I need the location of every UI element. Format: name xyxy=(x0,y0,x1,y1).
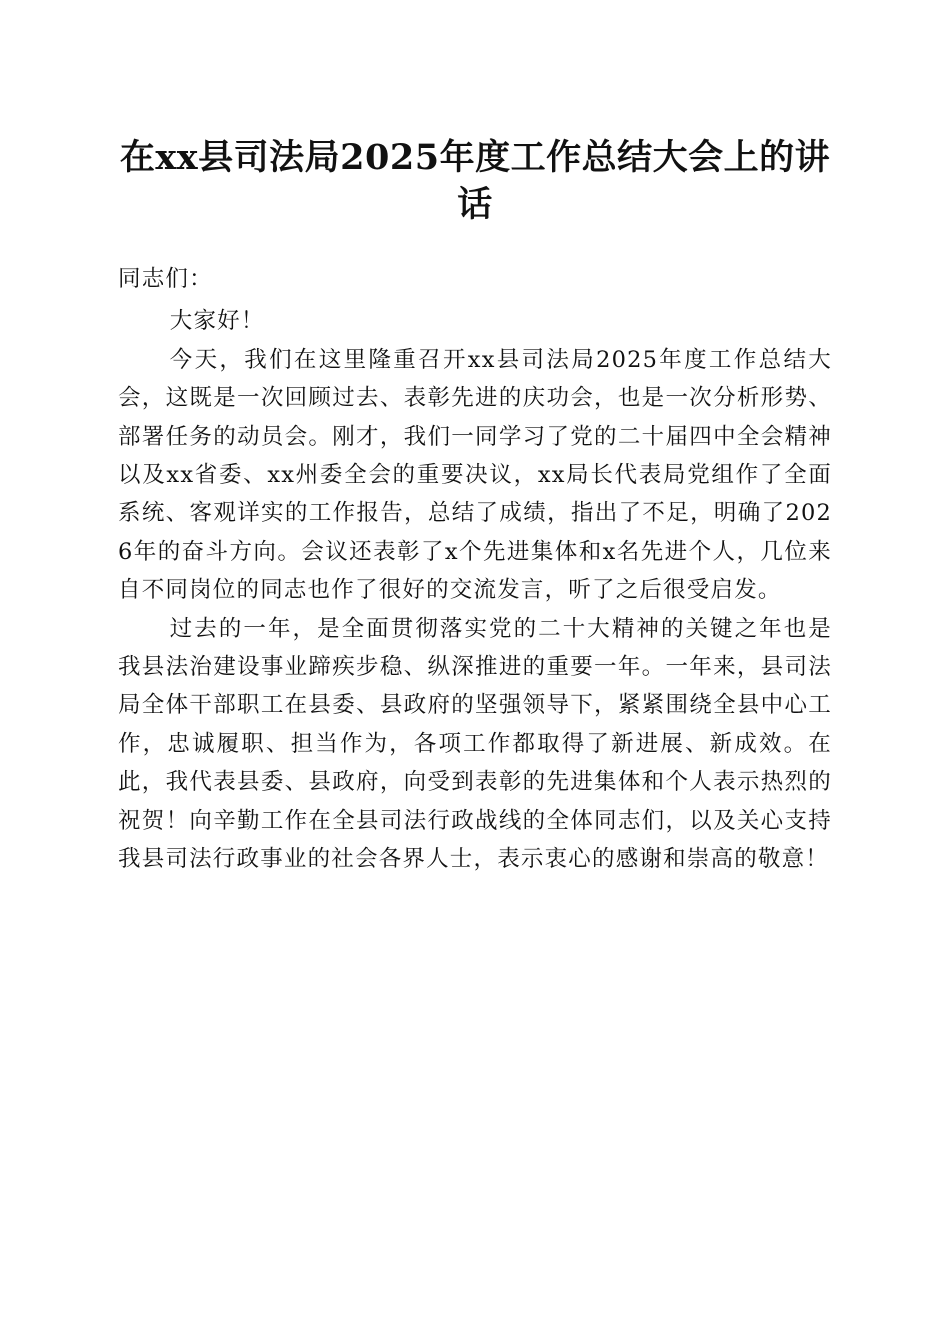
document-body xyxy=(118,260,832,879)
paragraph-greeting: 大家好！ xyxy=(169,308,265,335)
paragraph-opening: 今天，我们在这里隆重召开xx县司法局2025年度工作总结大会，这既是一次回顾过去、表彰先进的庆功会，也是一次分析形势、部署任务的动员会。刚才，我们一同学习了党的二十届四中全会精神以及xx省委、xx州委全会的重要决议，xx局长代表局党组作了全面系统、客观详实的工作报告，总结了成绩，指出了不足，明确了2026年的奋斗方向。会议还表彰了x个先进集体和x名先进个人，几位来自不同岗位的同志也作了很好的交流发言，听了之后很受启发。 xyxy=(118,346,832,604)
paragraph-review: 过去的一年，是全面贯彻落实党的二十大精神的关键之年也是我县法治建设事业蹄疾步稳、纵深推进的重要一年。一年来，县司法局全体干部职工在县委、县政府的坚强领导下，紧紧围绕全县中心工作，忠诚履职、担当作为，各项工作都取得了新进展、新成效。在此，我代表县委、县政府，向受到表彰的先进集体和个人表示热烈的祝贺！向辛勤工作在全县司法行政战线的全体同志们，以及关心支持我县司法行政事业的社会各界人士，表示衷心的感谢和崇高的敬意！ xyxy=(118,615,832,873)
document-title: 在xx县司法局2025年度工作总结大会上的讲话 xyxy=(119,137,831,225)
salutation: 同志们： xyxy=(118,266,213,292)
